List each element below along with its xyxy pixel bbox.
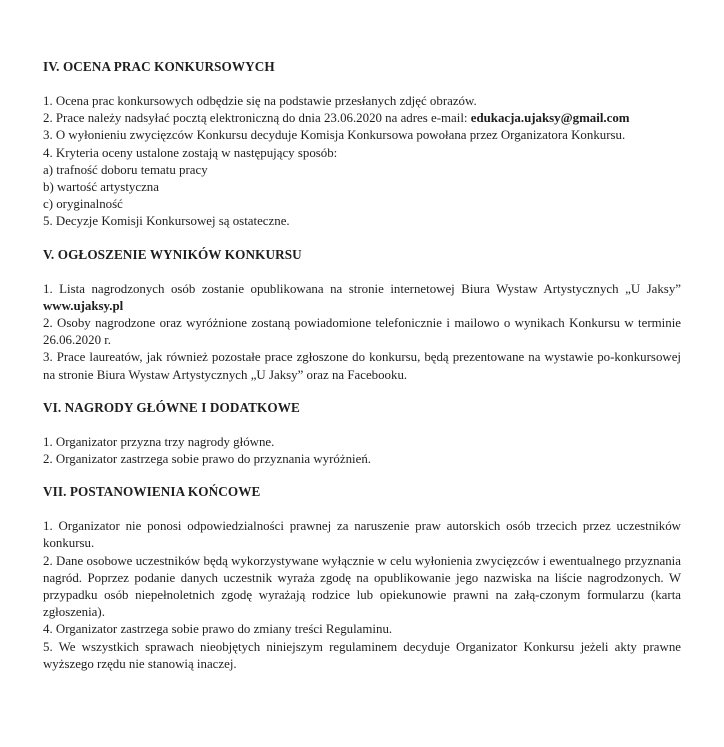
section-title: IV. OCENA PRAC KONKURSOWYCH bbox=[43, 59, 275, 74]
paragraph: 1. Organizator nie ponosi odpowiedzialności prawnej za naruszenie praw autorskich osób trzecich przez uczestników konkursu. bbox=[43, 519, 681, 551]
paragraph: 5. Decyzje Komisji Konkursowej są ostateczne. bbox=[43, 214, 290, 229]
section-title: VII. POSTANOWIENIA KOŃCOWE bbox=[43, 484, 261, 500]
paragraph: 1. Ocena prac konkursowych odbędzie się na podstawie przesłanych zdjęć obrazów. bbox=[43, 94, 477, 108]
paragraph: 5. We wszystkich sprawach nieobjętych niniejszym regulaminem decyduje Organizator Konkursu jeżeli akty prawne wyższego rzędu nie stanowią inaczej. bbox=[43, 639, 681, 671]
criteria-item: a) trafność doboru tematu pracy bbox=[43, 162, 208, 177]
paragraph: 2. Osoby nagrodzone oraz wyróżnione zostaną powiadomione telefonicznie i mailowo o wynikach Konkursu w terminie 26.06.2020 r. bbox=[43, 316, 681, 348]
section-nagrody bbox=[43, 399, 681, 468]
criteria-item: c) oryginalność bbox=[43, 197, 123, 212]
section-postanowienia-koncowe bbox=[43, 483, 681, 673]
section-ogloszenie-wynikow bbox=[43, 246, 681, 384]
paragraph: 4. Kryteria oceny ustalone zostają w następujący sposób: bbox=[43, 145, 338, 160]
email-address: edukacja.ujaksy@gmail.com bbox=[470, 111, 630, 126]
paragraph: 1. Organizator przyzna trzy nagrody główne. bbox=[43, 434, 275, 449]
criteria-item: b) wartość artystyczna bbox=[43, 180, 159, 195]
section-title: VI. NAGRODY GŁÓWNE I DODATKOWE bbox=[43, 399, 300, 415]
section-title: V. OGŁOSZENIE WYNIKÓW KONKURSU bbox=[43, 246, 302, 262]
paragraph: 1. Lista nagrodzonych osób zostanie opublikowana na stronie internetowej Biura Wystaw Artystycznych „U Jaksy” www.ujaksy.pl bbox=[43, 281, 681, 313]
paragraph: 3. O wyłonieniu zwycięzców Konkursu decyduje Komisja Konkursowa powołana przez Organizatora Konkursu. bbox=[43, 128, 626, 143]
document-page bbox=[43, 58, 681, 688]
website-address: www.ujaksy.pl bbox=[43, 298, 124, 313]
paragraph: 2. Prace należy nadsyłać pocztą elektroniczną do dnia 23.06.2020 na adres e-mail: edukacja.ujaksy@gmail.com bbox=[43, 111, 630, 126]
paragraph: 3. Prace laureatów, jak również pozostałe prace zgłoszone do konkursu, będą prezentowane na wystawie po-konkursowej na stronie Biura Wystaw Artystycznych „U Jaksy” oraz na Facebooku. bbox=[43, 350, 681, 382]
paragraph: 2. Organizator zastrzega sobie prawo do przyznania wyróżnień. bbox=[43, 452, 371, 467]
section-ocena-prac bbox=[43, 58, 681, 231]
paragraph: 4. Organizator zastrzega sobie prawo do zmiany treści Regulaminu. bbox=[43, 622, 393, 637]
paragraph: 2. Dane osobowe uczestników będą wykorzystywane wyłącznie w celu wyłonienia zwycięzców i ewentualnego przyznania nagród. Poprzez podanie danych uczestnik wyraża zgodę na opublikowanie jego nazwiska na liście nagrodzonych. W przypadku osób niepełnoletnich zgodę wyrażają rodzice lub opiekunowie prawni na załą-czonym formularzu (karta zgłoszenia). bbox=[43, 553, 681, 620]
